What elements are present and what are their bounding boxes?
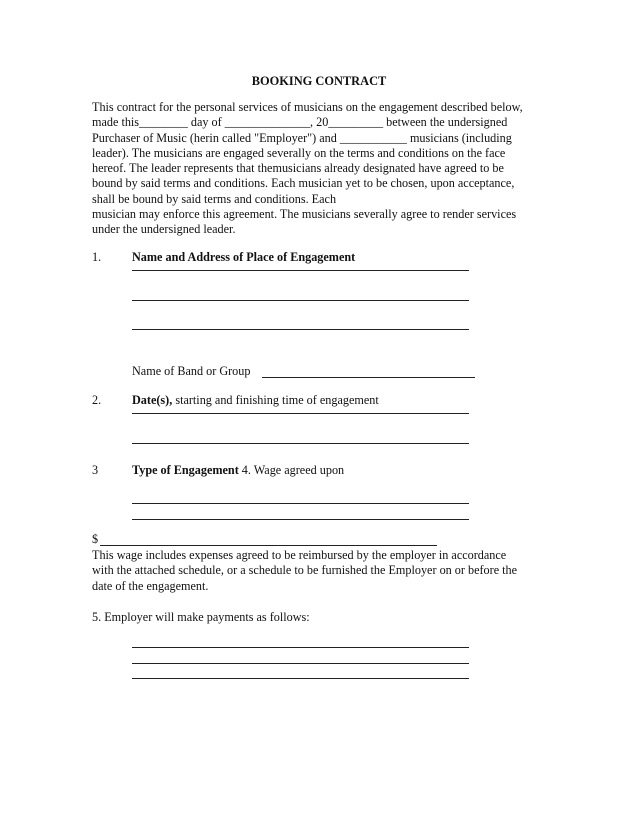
section-2-text: starting and finishing time of engagement: [172, 393, 379, 407]
section-1-number: 1.: [92, 250, 102, 264]
wage-paragraph: This wage includes expenses agreed to be reimbursed by the employer in accordance with the attached schedule, or a schedule to be furnished the Employer on or before the date of the engagement.: [92, 548, 518, 593]
section-1-heading: Name and Address of Place of Engagement: [132, 250, 356, 264]
payment-line-3: [132, 678, 469, 679]
section-3-title: [132, 463, 344, 478]
address-line-2: [132, 300, 469, 301]
section-3-text: 4. Wage agreed upon: [238, 463, 345, 477]
section-2-number: 2.: [92, 393, 102, 407]
engagement-line-1: [132, 503, 469, 504]
engagement-line-2: [132, 519, 469, 520]
section-3-number: 3: [92, 463, 99, 477]
section-2-title: [132, 393, 379, 408]
section-5-text: 5. Employer will make payments as follows:: [92, 610, 310, 624]
section-3-heading: Type of Engagement: [132, 463, 239, 477]
wage-dollar-sign: $: [92, 532, 99, 546]
address-line-3: [132, 329, 469, 330]
payment-line-2: [132, 663, 469, 664]
date-line-1: [132, 413, 469, 414]
section-2-heading: Date(s),: [132, 393, 173, 407]
band-name-label: Name of Band or Group: [132, 364, 251, 378]
band-name-line: [262, 377, 475, 378]
date-line-2: [132, 443, 469, 444]
intro-paragraph: This contract for the personal services of musicians on the engagement described below, made this________ day of ______________, 20_________ between the undersigned Purchaser of Music (herin called "Employer") and ___________ musicians (including leader). The musicians are engaged severally on the terms and conditions on the face hereof. The leader represents that themusicians already designated have agreed to be bound by said terms and conditions. Each musician yet to be chosen, upon acceptance, shall be bound by said terms and conditions. Each musician may enforce this agreement. The musicians severally agree to render services under the undersigned leader.: [92, 100, 523, 237]
document-title: BOOKING CONTRACT: [251, 74, 387, 88]
address-line-1: [132, 270, 469, 271]
wage-amount-line: [100, 545, 437, 546]
payment-line-1: [132, 647, 469, 648]
